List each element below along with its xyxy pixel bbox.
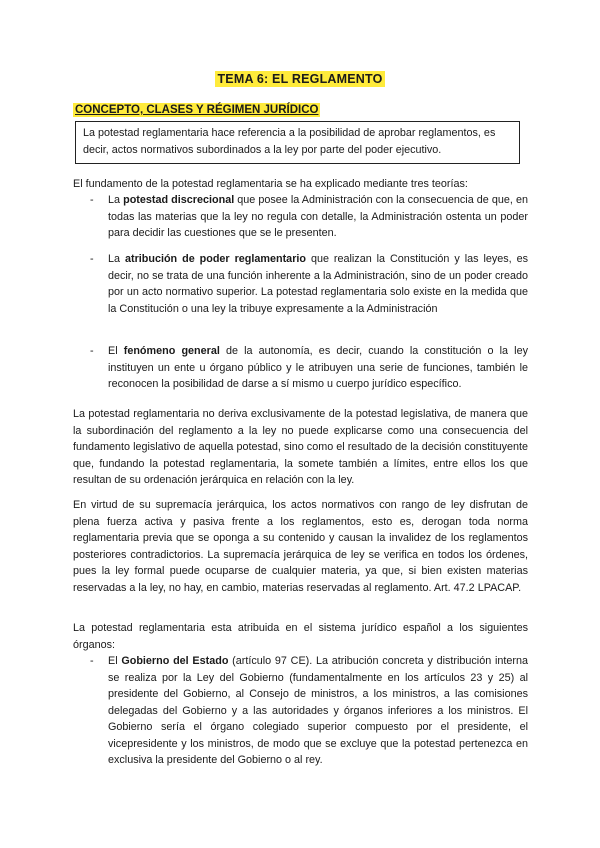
list-item xyxy=(73,192,528,242)
item-bold-term: Gobierno del Estado xyxy=(121,655,229,667)
item-text: El xyxy=(108,345,124,357)
definition-box: La potestad reglamentaria hace referencia a la posibilidad de aprobar reglamentos, es decir, actos normativos subordinados a la ley por parte del poder ejecutivo. xyxy=(75,121,520,164)
paragraph-supremacia: En virtud de su supremacía jerárquica, los actos normativos con rango de ley disfrutan de plena fuerza activa y pasiva frente a los reglamentos, esto es, derogan toda norma reglamentaria previa que se oponga a su contenido y causan la invalidez de los reglamentos posteriores contradictorios. La supremacía jerárquica de ley se verifica en todos los órdenes, pues la ley formal puede ocuparse de cualquier materia, ya que, si bien existen materias reservadas a la ley, no hay, en cambio, materias reservadas al reglamento. Art. 47.2 LPACAP. xyxy=(73,499,528,594)
theories-list xyxy=(73,251,528,317)
page-title: TEMA 6: EL REGLAMENTO xyxy=(217,72,383,86)
list-item xyxy=(73,653,528,769)
item-bold-term: atribución de poder reglamentario xyxy=(124,253,306,265)
item-text: El xyxy=(108,655,122,667)
dash-marker: - xyxy=(90,655,94,667)
item-text: que realizan la Constitución y las leyes, es decir, no se trata de una función inherente a la Administración, sino de un poder creado por un acto normativo superior. La potestad reglamentaria solo existe en la medida que la Constitución o una ley la tribuye expresamente a la Administración xyxy=(108,253,529,315)
item-bold-term: fenómeno general xyxy=(123,345,220,357)
theories-list xyxy=(73,343,528,393)
organos-list xyxy=(73,653,528,769)
dash-marker: - xyxy=(90,194,94,206)
theories-list xyxy=(73,192,528,242)
paragraph-legislativa: La potestad reglamentaria no deriva exclusivamente de la potestad legislativa, de manera que la subordinación del reglamento a la ley no puede explicarse como una consecuencia del fundamento legislativo de aquella potestad, sino como el resultado de la decisión constituyente que, fundando la potestad reglamentaria, la somete también a límites, entre ellos los que resultan de su ordenación jerárquica en relación con la ley. xyxy=(73,408,528,486)
list-item xyxy=(73,343,528,393)
dash-marker: - xyxy=(90,253,94,265)
item-text: que posee la Administración con la consecuencia de que, en todas las materias que la ley no regula con detalle, la Administración ostenta un poder para decidir las cuestiones que se le presenten. xyxy=(108,194,528,239)
item-text: La xyxy=(108,194,124,206)
paragraph-organos: La potestad reglamentaria esta atribuida en el sistema jurídico español a los siguientes órganos: xyxy=(73,622,528,651)
list-item xyxy=(73,251,528,317)
fundamento-intro: El fundamento de la potestad reglamentaria se ha explicado mediante tres teorías: xyxy=(73,178,468,190)
item-text: La xyxy=(108,253,125,265)
item-bold-term: potestad discrecional xyxy=(123,194,235,206)
item-text: de la autonomía, es decir, cuando la constitución o la ley instituyen un ente u órgano público y le atribuyen una serie de funciones, también le reconocen la posibilidad de darse a sí mismo u cuerpo jurídico específico. xyxy=(108,345,528,390)
item-text: (artículo 97 CE). La atribución concreta y distribución interna se realiza por la Ley del Gobierno (fundamentalmente en los artículos 23 y 25) al presidente del Gobierno, al Consejo de ministros, a los ministros, a las comisiones delegadas del Gobierno y a las autoridades y órganos inferiores a los ministros. El Gobierno sería el órgano colegiado superior compuesto por el presidente, el vicepresidente y los ministros, de modo que se excluye que la potestad pertenezca en exclusiva la presidente del Gobierno o al rey. xyxy=(108,655,528,766)
section-title: CONCEPTO, CLASES Y RÉGIMEN JURÍDICO xyxy=(75,104,319,116)
dash-marker: - xyxy=(90,345,94,357)
title-container xyxy=(0,70,600,88)
